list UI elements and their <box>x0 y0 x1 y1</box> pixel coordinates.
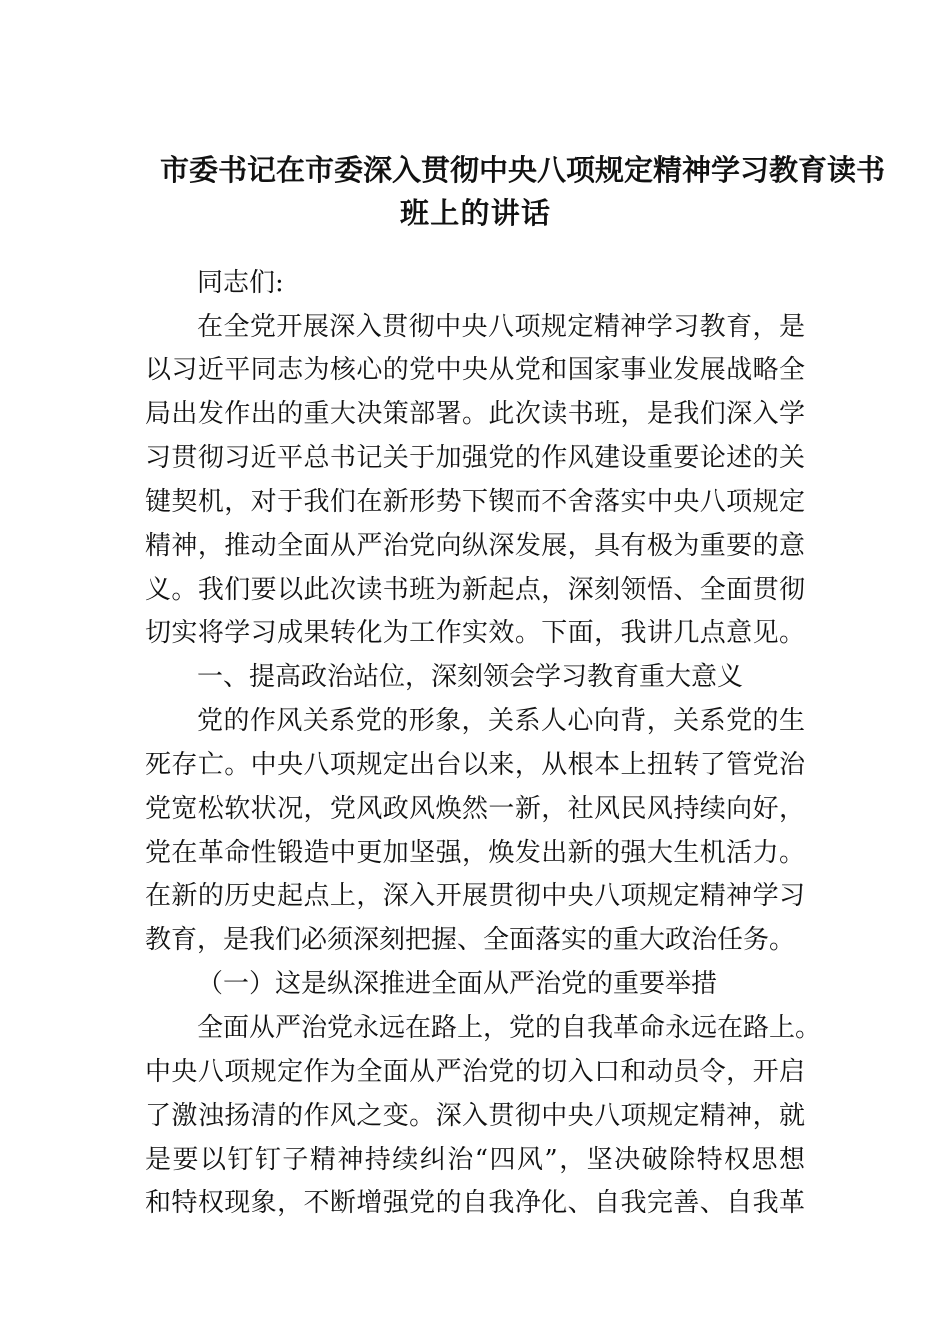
paragraph-line: 死存亡。中央八项规定出台以来，从根本上扭转了管党治 <box>145 750 805 780</box>
paragraph-line: 切实将学习成果转化为工作实效。下面，我讲几点意见。 <box>145 618 805 648</box>
section-heading: 一、提高政治站位，深刻领会学习教育重大意义 <box>197 662 744 692</box>
paragraph-line: 在新的历史起点上，深入开展贯彻中央八项规定精神学习 <box>145 881 805 911</box>
document-title-line-1: 市委书记在市委深入贯彻中央八项规定精神学习教育读书 <box>160 153 886 187</box>
paragraph-line: 以习近平同志为核心的党中央从党和国家事业发展战略全 <box>145 355 805 385</box>
paragraph-line: 教育，是我们必须深刻把握、全面落实的重大政治任务。 <box>145 925 796 955</box>
paragraph-line: 局出发作出的重大决策部署。此次读书班，是我们深入学 <box>145 399 805 429</box>
paragraph-line: 在全党开展深入贯彻中央八项规定精神学习教育，是 <box>197 312 805 342</box>
paragraph-line: 键契机，对于我们在新形势下锲而不舍落实中央八项规定 <box>145 487 805 517</box>
paragraph-line: 和特权现象，不断增强党的自我净化、自我完善、自我革 <box>145 1188 805 1218</box>
paragraph-line: 党宽松软状况，党风政风焕然一新，社风民风持续向好， <box>145 794 805 824</box>
paragraph-line: 习贯彻习近平总书记关于加强党的作风建设重要论述的关 <box>145 443 805 473</box>
paragraph-line: 中央八项规定作为全面从严治党的切入口和动员令，开启 <box>145 1057 805 1087</box>
paragraph-line: 是要以钉钉子精神持续纠治“四风”，坚决破除特权思想 <box>145 1145 805 1175</box>
paragraph-line: 义。我们要以此次读书班为新起点，深刻领悟、全面贯彻 <box>145 575 805 605</box>
paragraph-line: 党的作风关系党的形象，关系人心向背，关系党的生 <box>197 706 805 736</box>
paragraph-line: 了激浊扬清的作风之变。深入贯彻中央八项规定精神，就 <box>145 1101 805 1131</box>
section-heading: （一）这是纵深推进全面从严治党的重要举措 <box>197 969 718 999</box>
paragraph-line: 同志们: <box>197 268 284 298</box>
paragraph-line: 精神，推动全面从严治党向纵深发展，具有极为重要的意 <box>145 531 805 561</box>
paragraph-line: 全面从严治党永远在路上，党的自我革命永远在路上。 <box>197 1013 822 1043</box>
document-title-line-2: 班上的讲话 <box>400 196 550 230</box>
paragraph-line: 党在革命性锻造中更加坚强，焕发出新的强大生机活力。 <box>145 838 805 868</box>
